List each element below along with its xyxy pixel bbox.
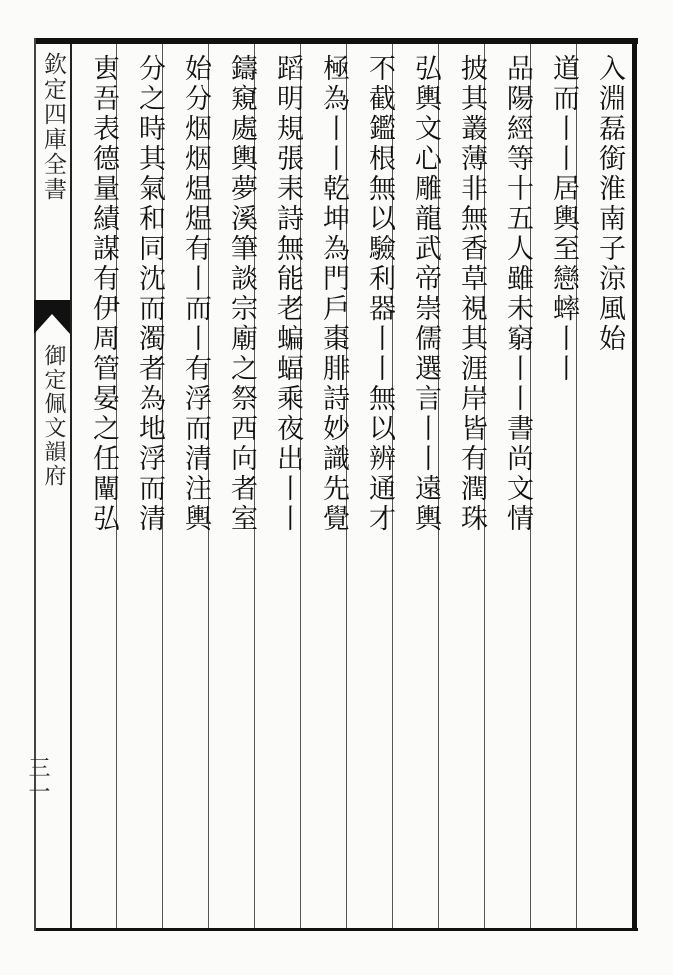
text-column-11: 分之時其氣和同沈而濁者為地浮而清 — [134, 54, 165, 534]
page-border-right — [632, 38, 637, 931]
text-column-4: 披其叢薄非無香草視其涯岸皆有潤珠 — [456, 54, 487, 534]
text-column-12: 叀吾表德量績謀有伊周管晏之任闡弘 — [88, 54, 119, 534]
text-column-5: 弘輿文心雕龍武帝崇儒選言丨丨遠輿 — [410, 54, 441, 534]
page-number: 三一 — [25, 756, 50, 804]
book-title: 欽定四庫全書 — [40, 52, 66, 202]
volume-title: 御定佩文韻府 — [41, 344, 66, 488]
text-column-8: 蹈明規張耒詩無能老蝙蝠乘夜出丨丨 — [272, 54, 303, 534]
text-column-13-wrap — [72, 54, 73, 55]
page-border-top — [34, 38, 638, 44]
text-column-6: 不截鑑根無以驗利器丨丨無以辨通才 — [364, 54, 395, 534]
text-column-2: 道而丨丨居輿至戀蟀丨丨 — [548, 54, 579, 384]
fish-tail-mark — [34, 300, 70, 334]
text-column-13 — [72, 54, 73, 55]
text-column-10: 始分烟烟煴煴有丨而丨有浮而清注輿 — [180, 54, 211, 534]
text-column-3: 品陽經等十五人雖未窮丨丨書尚文情 — [502, 54, 533, 534]
text-column-9: 鑄窺處輿夢溪筆談宗廟之祭西向者室 — [226, 54, 257, 534]
fish-tail-icon — [34, 300, 70, 334]
text-column-7: 極為丨丨乾坤為門戶棗腓詩妙識先覺 — [318, 54, 349, 534]
gutter-rule — [70, 44, 72, 928]
page-border-bottom — [34, 928, 638, 931]
text-column-1: 入淵磊銜淮南子涼風始 — [594, 54, 625, 354]
